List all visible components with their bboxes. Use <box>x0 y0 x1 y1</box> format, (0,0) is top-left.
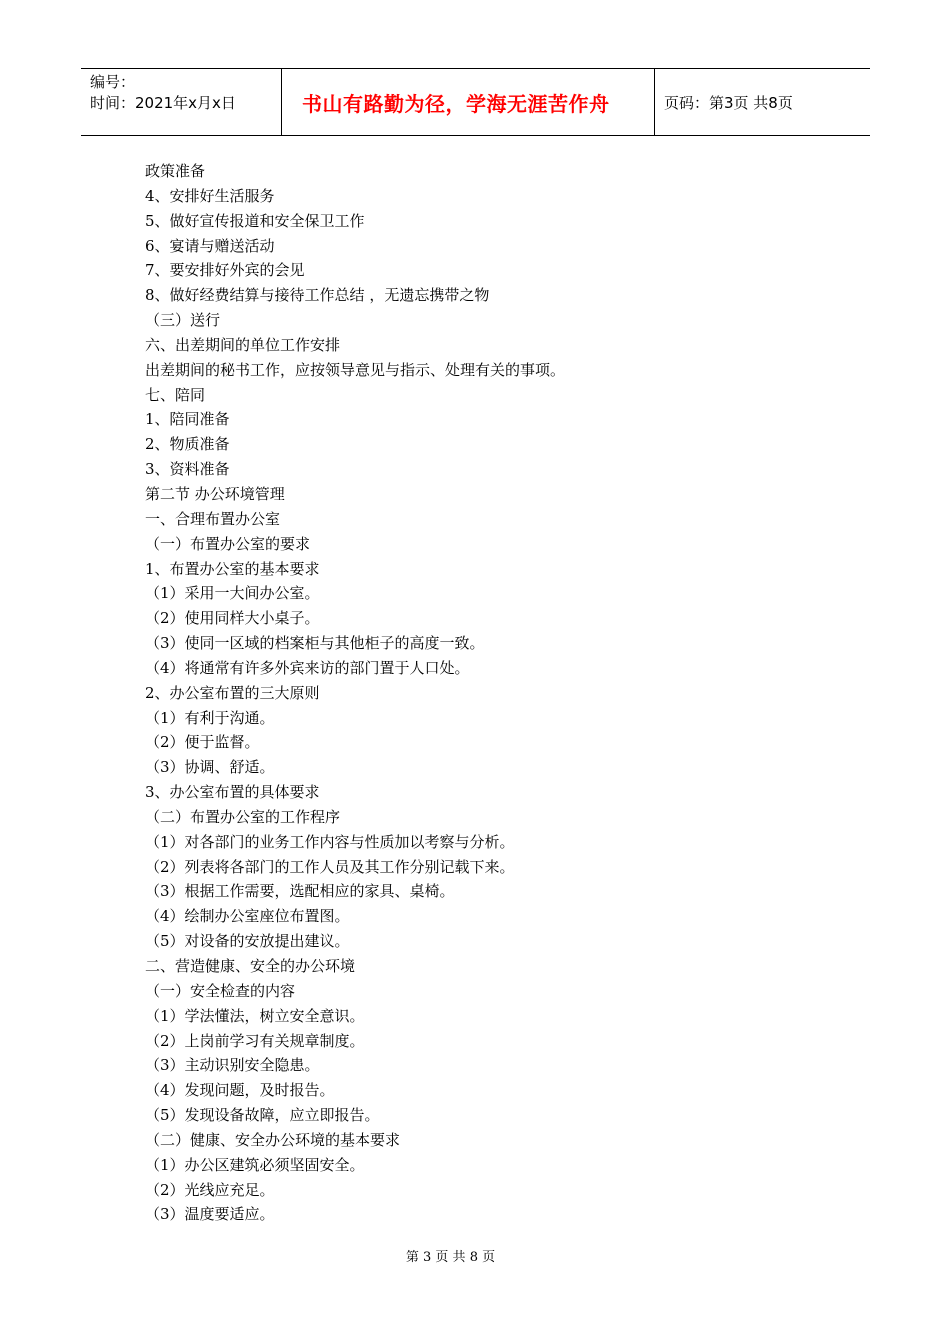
body-line: 二、营造健康、安全的办公环境 <box>145 957 356 975</box>
body-line: 1、布置办公室的基本要求 <box>145 559 320 578</box>
page-label: 页码：第3页 共8页 <box>664 93 793 112</box>
header-motto-cell <box>282 69 655 135</box>
footer-page-number: 第 3 页 共 8 页 <box>405 1250 496 1265</box>
body-line: （2）光线应充足。 <box>145 1180 275 1199</box>
body-line: （一）安全检查的内容 <box>145 981 296 1000</box>
body-line: （5）发现设备故障，应立即报告。 <box>145 1106 380 1125</box>
document-body <box>145 159 845 1227</box>
body-line: 政策准备 <box>145 162 206 180</box>
body-line: 一、合理布置办公室 <box>145 509 281 528</box>
body-line: 6、宴请与赠送活动 <box>145 236 275 255</box>
body-line: （2）列表将各部门的工作人员及其工作分别记载下来。 <box>145 857 515 876</box>
body-line: 3、资料准备 <box>145 460 230 479</box>
body-line: （二）健康、安全办公环境的基本要求 <box>145 1130 401 1149</box>
body-line: 1、陪同准备 <box>145 410 230 429</box>
header-page-cell <box>655 69 870 135</box>
body-line: （3）协调、舒适。 <box>145 758 275 777</box>
body-line: 5、做好宣传报道和安全保卫工作 <box>145 211 365 230</box>
body-line: （4）将通常有许多外宾来访的部门置于人口处。 <box>145 658 470 677</box>
body-line: （1）学法懂法，树立安全意识。 <box>145 1006 365 1025</box>
body-line: （1）办公区建筑必须坚固安全。 <box>145 1155 365 1174</box>
body-line: （2）上岗前学习有关规章制度。 <box>145 1031 365 1050</box>
body-line: （1）对各部门的业务工作内容与性质加以考察与分析。 <box>145 832 515 851</box>
page-header <box>81 68 870 136</box>
body-line: （一）布置办公室的要求 <box>145 534 311 553</box>
body-line: （3）使同一区域的档案柜与其他柜子的高度一致。 <box>145 634 485 653</box>
body-line: 六、出差期间的单位工作安排 <box>145 335 341 354</box>
number-label: 编号： <box>90 73 136 91</box>
body-line: 第二节 办公环境管理 <box>145 484 285 503</box>
body-line: 2、物质准备 <box>145 435 230 454</box>
body-line: （2）使用同样大小桌子。 <box>145 609 320 628</box>
body-line: 8、做好经费结算与接待工作总结 ，无遗忘携带之物 <box>145 286 490 305</box>
body-line: 7、要安排好外宾的会见 <box>145 261 305 280</box>
body-line: （4）发现问题，及时报告。 <box>145 1081 335 1100</box>
motto-text: 书山有路勤为径，学海无涯苦作舟 <box>302 91 610 116</box>
body-line: （5）对设备的安放提出建议。 <box>145 932 350 951</box>
body-line: （3）根据工作需要，选配相应的家具、桌椅。 <box>145 882 455 901</box>
body-line: 七、陪同 <box>145 385 206 404</box>
body-line: （3）温度要适应。 <box>145 1205 275 1224</box>
body-line: （4）绘制办公室座位布置图。 <box>145 907 350 926</box>
body-line: （二）布置办公室的工作程序 <box>145 807 341 826</box>
page-footer <box>0 1246 950 1265</box>
body-line: （1）采用一大间办公室。 <box>145 584 320 603</box>
body-line: （1）有利于沟通。 <box>145 708 275 727</box>
time-label: 时间：2021年x月x日 <box>90 94 236 112</box>
body-line: （3）主动识别安全隐患。 <box>145 1056 320 1075</box>
body-line: （2）便于监督。 <box>145 733 260 752</box>
header-info-cell <box>81 69 282 135</box>
body-line: 出差期间的秘书工作，应按领导意见与指示、处理有关的事项。 <box>145 360 566 379</box>
body-line: 3、办公室布置的具体要求 <box>145 783 320 802</box>
body-line: （三）送行 <box>145 311 221 330</box>
body-line: 2、办公室布置的三大原则 <box>145 683 320 702</box>
body-line: 4、安排好生活服务 <box>145 186 275 205</box>
